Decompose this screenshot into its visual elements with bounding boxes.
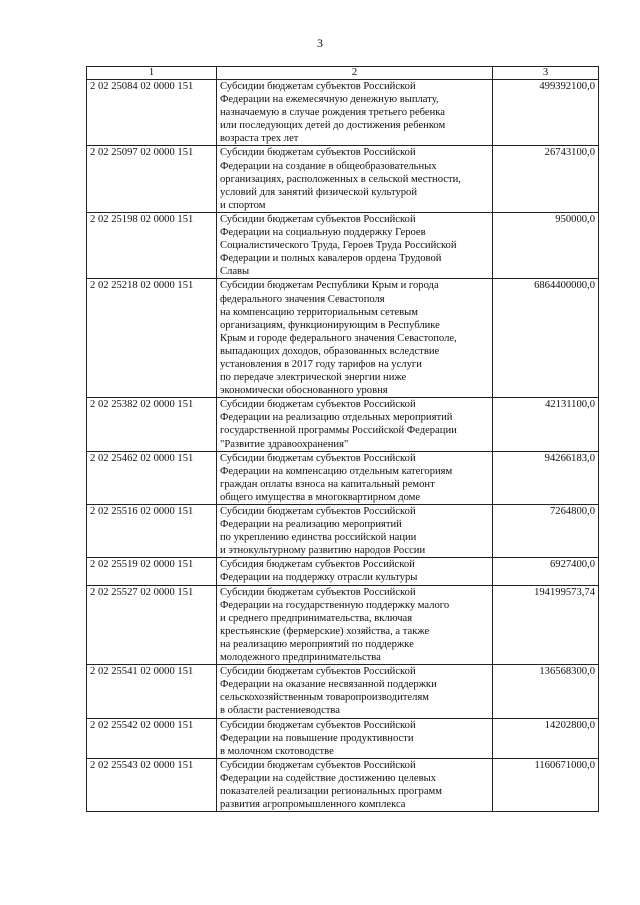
budget-table bbox=[86, 66, 599, 812]
description-cell: Субсидии бюджетам субъектов Российской Федерации на ежемесячную денежную выплату, назначаемую в случае рождения третьего ребенка или последующих детей до достижения ребенком возраста трех лет bbox=[217, 80, 493, 146]
description-cell: Субсидии бюджетам субъектов Российской Федерации на создание в общеобразовательных организациях, расположенных в сельской местности, условий для занятий физической культурой и спортом bbox=[217, 146, 493, 212]
description-cell: Субсидии бюджетам субъектов Российской Федерации на реализацию отдельных мероприятий государственной программы Российской Федерации "Развитие здравоохранения" bbox=[217, 398, 493, 451]
description-cell: Субсидии бюджетам субъектов Российской Федерации на содействие достижению целевых показателей реализации региональных программ развития агропромышленного комплекса bbox=[217, 758, 493, 811]
table-row bbox=[87, 146, 599, 212]
description-cell: Субсидии бюджетам Республики Крым и города федерального значения Севастополя на компенсацию территориальным сетевым организациям, функционирующим в Республике Крым и городе федерального значения Севастополе, выпадающих доходов, образованных вследствие установления в 2017 году тарифов на услуги по передаче электрической энергии ниже экономически обоснованного уровня bbox=[217, 279, 493, 398]
budget-code-cell: 2 02 25543 02 0000 151 bbox=[87, 758, 217, 811]
table-row bbox=[87, 80, 599, 146]
table-row bbox=[87, 758, 599, 811]
table-row bbox=[87, 505, 599, 558]
budget-code-cell: 2 02 25084 02 0000 151 bbox=[87, 80, 217, 146]
budget-code-cell: 2 02 25218 02 0000 151 bbox=[87, 279, 217, 398]
amount-cell: 42131100,0 bbox=[493, 398, 599, 451]
page-number: 3 bbox=[317, 36, 323, 50]
budget-code-cell: 2 02 25097 02 0000 151 bbox=[87, 146, 217, 212]
table-row bbox=[87, 718, 599, 758]
description-cell: Субсидии бюджетам субъектов Российской Федерации на государственную поддержку малого и среднего предпринимательства, включая крестьянские (фермерские) хозяйства, а также на реализацию мероприятий по поддержке молодежного предпринимательства bbox=[217, 585, 493, 665]
table-row bbox=[87, 451, 599, 504]
amount-cell: 7264800,0 bbox=[493, 505, 599, 558]
budget-code-cell: 2 02 25382 02 0000 151 bbox=[87, 398, 217, 451]
amount-cell: 6864400000,0 bbox=[493, 279, 599, 398]
amount-cell: 950000,0 bbox=[493, 212, 599, 278]
column-header-description: 2 bbox=[217, 67, 493, 80]
table-header-row bbox=[87, 67, 599, 80]
amount-cell: 194199573,74 bbox=[493, 585, 599, 665]
description-cell: Субсидия бюджетам субъектов Российской Федерации на поддержку отрасли культуры bbox=[217, 558, 493, 585]
amount-cell: 14202800,0 bbox=[493, 718, 599, 758]
budget-code-cell: 2 02 25462 02 0000 151 bbox=[87, 451, 217, 504]
column-header-amount: 3 bbox=[493, 67, 599, 80]
budget-code-cell: 2 02 25527 02 0000 151 bbox=[87, 585, 217, 665]
table-row bbox=[87, 279, 599, 398]
amount-cell: 94266183,0 bbox=[493, 451, 599, 504]
description-cell: Субсидии бюджетам субъектов Российской Федерации на реализацию мероприятий по укреплению единства российской нации и этнокультурному развитию народов России bbox=[217, 505, 493, 558]
description-cell: Субсидии бюджетам субъектов Российской Федерации на оказание несвязанной поддержки сельскохозяйственным товаропроизводителям в области растениеводства bbox=[217, 665, 493, 718]
budget-code-cell: 2 02 25519 02 0000 151 bbox=[87, 558, 217, 585]
table-row bbox=[87, 665, 599, 718]
budget-code-cell: 2 02 25198 02 0000 151 bbox=[87, 212, 217, 278]
table-row bbox=[87, 585, 599, 665]
description-cell: Субсидии бюджетам субъектов Российской Федерации на социальную поддержку Героев Социалистического Труда, Героев Труда Российской Федерации и полных кавалеров ордена Трудовой Славы bbox=[217, 212, 493, 278]
description-cell: Субсидии бюджетам субъектов Российской Федерации на компенсацию отдельным категориям граждан оплаты взноса на капитальный ремонт общего имущества в многоквартирном доме bbox=[217, 451, 493, 504]
budget-code-cell: 2 02 25541 02 0000 151 bbox=[87, 665, 217, 718]
table-row bbox=[87, 398, 599, 451]
description-cell: Субсидии бюджетам субъектов Российской Федерации на повышение продуктивности в молочном скотоводстве bbox=[217, 718, 493, 758]
amount-cell: 499392100,0 bbox=[493, 80, 599, 146]
amount-cell: 1160671000,0 bbox=[493, 758, 599, 811]
amount-cell: 26743100,0 bbox=[493, 146, 599, 212]
table-row bbox=[87, 558, 599, 585]
column-header-code: 1 bbox=[87, 67, 217, 80]
budget-code-cell: 2 02 25542 02 0000 151 bbox=[87, 718, 217, 758]
amount-cell: 136568300,0 bbox=[493, 665, 599, 718]
budget-code-cell: 2 02 25516 02 0000 151 bbox=[87, 505, 217, 558]
amount-cell: 6927400,0 bbox=[493, 558, 599, 585]
table-row bbox=[87, 212, 599, 278]
